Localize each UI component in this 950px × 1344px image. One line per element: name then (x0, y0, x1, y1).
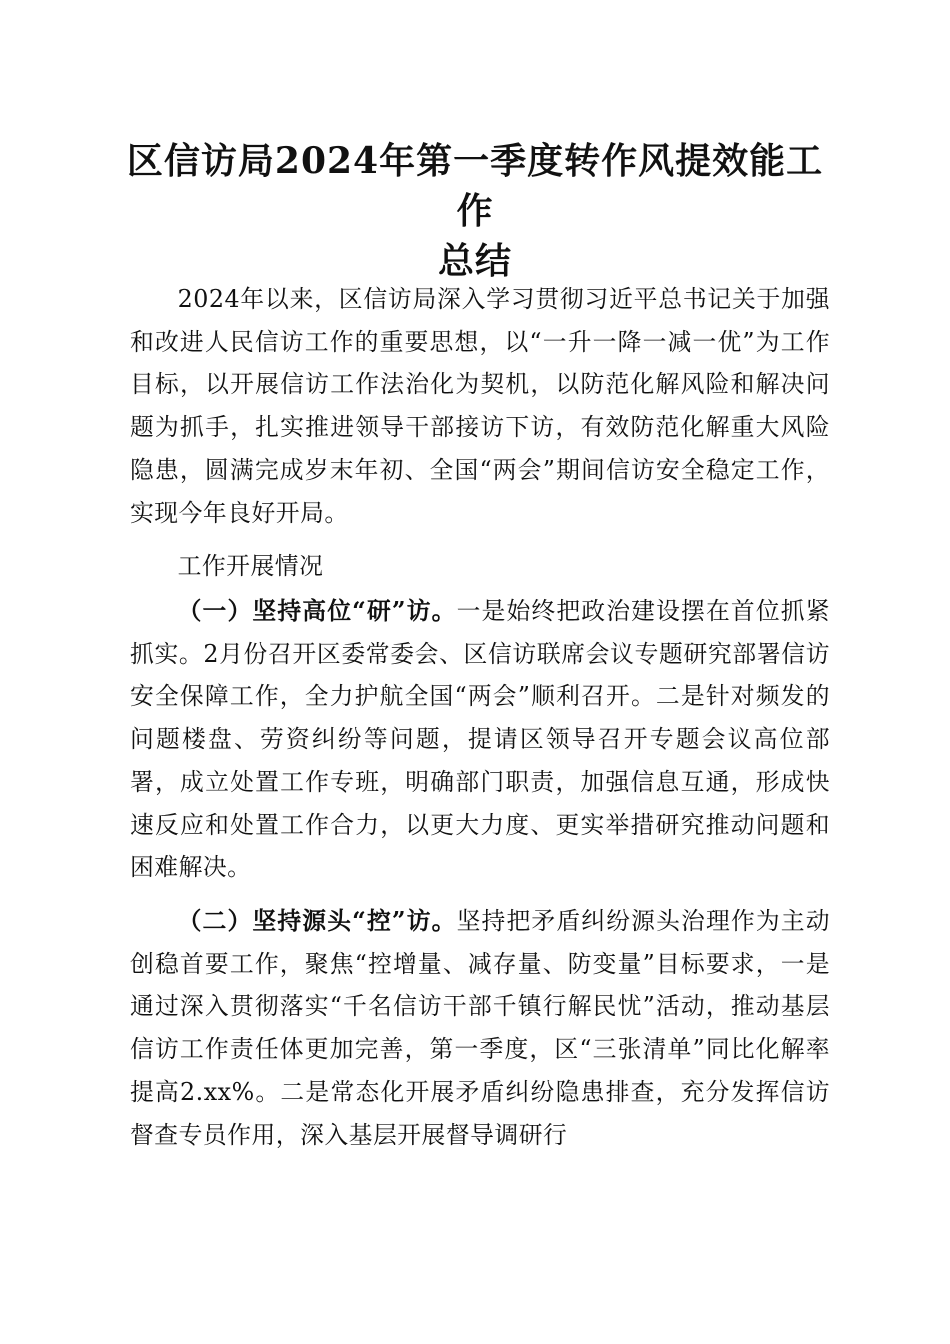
item-2-paragraph (130, 900, 830, 1156)
item-1-lead: （一）坚持高位“研”访。 (177, 597, 457, 625)
document-title (110, 136, 840, 286)
item-1-body: 一是始终把政治建设摆在首位抓紧抓实。2月份召开区委常委会、区信访联席会议专题研究部署信访安全保障工作，全力护航全国“两会”顺利召开。二是针对频发的问题楼盘、劳资纠纷等问题，提请区领导召开专题会议高位部署，成立处置工作专班，明确部门职责，加强信息互通，形成快速反应和处置工作合力，以更大力度、更实举措研究推动问题和困难解决。 (130, 597, 831, 882)
intro-paragraph: 2024年以来，区信访局深入学习贯彻习近平总书记关于加强和改进人民信访工作的重要思想，以“一升一降一减一优”为工作目标，以开展信访工作法治化为契机，以防范化解风险和解决问题为抓手，扎实推进领导干部接访下访，有效防范化解重大风险隐患，圆满完成岁末年初、全国“两会”期间信访安全稳定工作，实现今年良好开局。 (130, 285, 830, 527)
item-1-paragraph (130, 590, 830, 889)
title-line-2: 总结 (437, 240, 512, 282)
title-line-1: 区信访局2024年第一季度转作风提效能工作 (126, 140, 824, 232)
section-heading: 工作开展情况 (177, 552, 324, 580)
item-2-lead: （二）坚持源头“控”访。 (177, 907, 457, 935)
item-2-body: 坚持把矛盾纠纷源头治理作为主动创稳首要工作，聚焦“控增量、减存量、防变量”目标要求，一是通过深入贯彻落实“千名信访干部千镇行解民忧”活动，推动基层信访工作责任体更加完善，第一季度，区“三张清单”同比化解率提高2.xx%。二是常态化开展矛盾纠纷隐患排查，充分发挥信访督查专员作用，深入基层开展督导调研行 (130, 907, 831, 1149)
